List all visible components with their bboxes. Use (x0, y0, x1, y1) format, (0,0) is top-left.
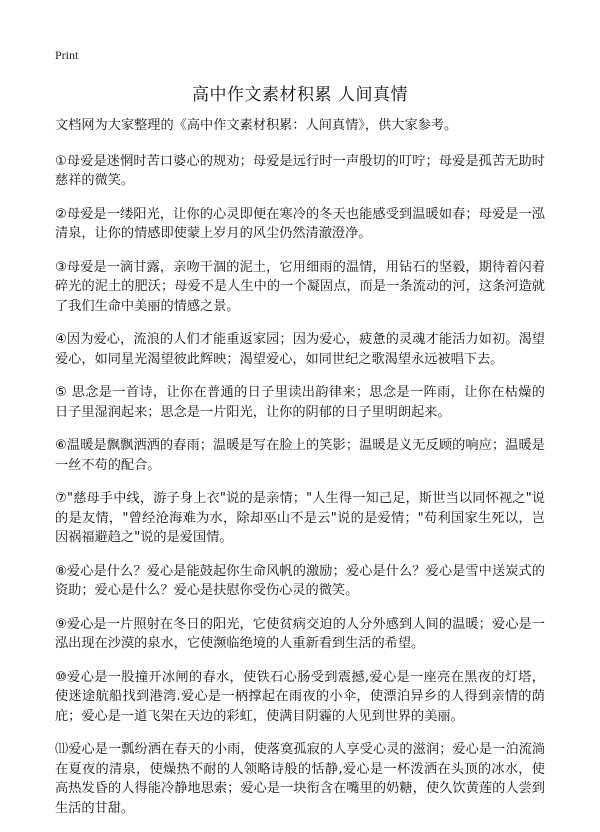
paragraph-2: ②母爱是一缕阳光，让你的心灵即便在寒冷的冬天也能感受到温暖如春；母爱是一泓清泉，让你的情感即使蒙上岁月的风尘仍然清澈澄净。 (55, 206, 545, 241)
paragraph-9: ⑨爱心是一片照射在冬日的阳光，它使贫病交迫的人分外感到人间的温暖；爱心是一泓出现在沙漠的泉水，它使濒临绝境的人重新看到生活的希望。 (55, 616, 545, 651)
paragraph-11: ⑾爱心是一瓢纷洒在春天的小雨，使落寞孤寂的人享受心灵的滋润；爱心是一泊流淌在夏夜的清泉，使燥热不耐的人领略诗般的恬静,爱心是一杯泼洒在头顶的冰水，使高热发昏的人得能冷静地思索；爱心是一块衔含在嘴里的奶糖，使久饮黄莲的人尝到生活的甘甜。 (55, 742, 545, 816)
paragraph-7: ⑦"慈母手中线，游子身上衣"说的是亲情；"人生得一知己足，斯世当以同怀视之"说的是友情，"曾经沧海难为水，除却巫山不是云"说的是爱情；"苟利国家生死以，岂因祸福避趋之"说的是爱国情。 (55, 491, 545, 545)
intro-paragraph: 文档网为大家整理的《高中作文素材积累：人间真情》，供大家参考。 (55, 118, 458, 133)
paragraph-4: ④因为爱心，流浪的人们才能重返家园；因为爱心，疲惫的灵魂才能活力如初。渴望爱心，如同星光渴望彼此辉映；渴望爱心，如同世纪之歌渴望永远被唱下去。 (55, 332, 545, 367)
print-link[interactable]: Print (55, 48, 79, 62)
page-title: 高中作文素材积累 人间真情 (192, 85, 408, 105)
paragraph-10: ⑩爱心是一股撞开冰闸的春水，使铁石心肠受到震撼,爱心是一座亮在黑夜的灯塔，使迷途航船找到港湾.爱心是一柄撑起在雨夜的小伞，使漂泊异乡的人得到亲情的荫庇；爱心是一道飞架在天边的彩虹，使满目阴霾的人见到世界的美丽。 (55, 669, 545, 724)
article-body (55, 116, 545, 832)
paragraph-1: ①母爱是迷惘时苦口婆心的规劝；母爱是远行时一声殷切的叮咛；母爱是孤苦无助时慈祥的微笑。 (55, 153, 545, 188)
paragraph-6: ⑥温暖是飘飘洒洒的春雨；温暖是写在脸上的笑影；温暖是义无反顾的响应；温暖是一丝不苟的配合。 (55, 438, 545, 473)
paragraph-8: ⑧爱心是什么？爱心是能鼓起你生命风帆的激励；爱心是什么？爱心是雪中送炭式的资助；爱心是什么？爱心是扶慰你受伤心灵的微笑。 (55, 563, 545, 598)
paragraph-5: ⑤ 思念是一首诗，让你在普通的日子里读出韵律来；思念是一阵雨，让你在枯燥的日子里湿润起来；思念是一片阳光，让你的阴郁的日子里明朗起来。 (55, 385, 545, 420)
paragraph-3: ③母爱是一滴甘露，亲吻干涸的泥土，它用细雨的温情，用钻石的坚毅，期待着闪着碎光的泥土的肥沃；母爱不是人生中的一个凝固点，而是一条流动的河，这条河造就了我们生命中美丽的情感之景。 (55, 259, 545, 314)
